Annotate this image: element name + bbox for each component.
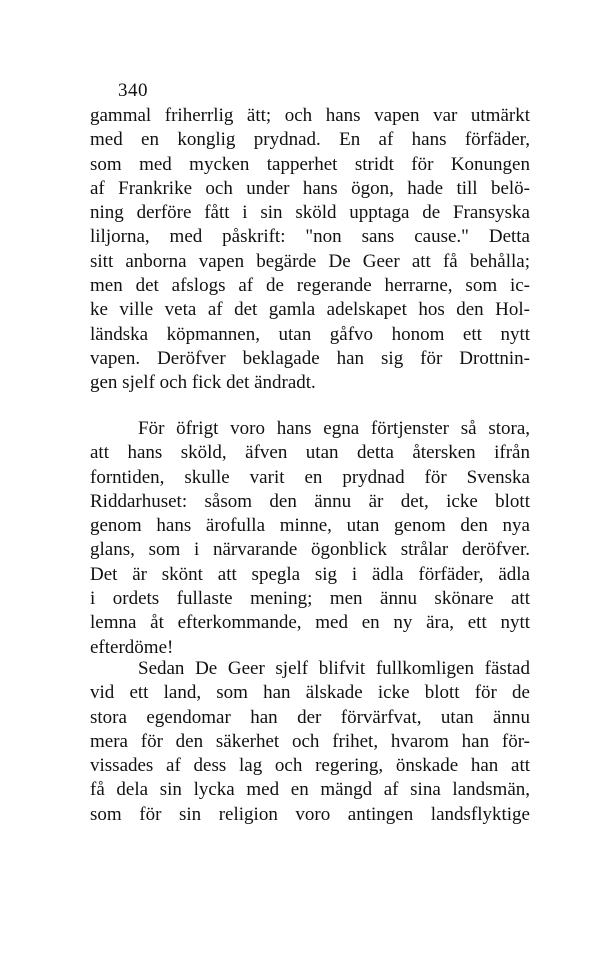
text-line: För öfrigt voro hans egna förtjenster så stora, (138, 418, 530, 439)
text-line: ke ville veta af det gamla adelskapet hos den Hol- (90, 299, 530, 321)
text-line: mera för den säkerhet och frihet, hvarom han för- (90, 730, 530, 752)
text-line: gammal friherrlig ätt; och hans vapen var utmärkt (90, 105, 530, 126)
text-line: af Frankrike och under hans ögon, hade till belö- (90, 177, 530, 199)
text-line: i ordets fullaste mening; men ännu skönare att (90, 588, 530, 610)
text-line: som med mycken tapperhet stridt för Konungen (90, 153, 530, 175)
text-line: få dela sin lycka med en mängd af sina landsmän, (90, 779, 530, 801)
text-line: liljorna, med påskrift: "non sans cause." Detta (90, 226, 530, 248)
text-line: genom hans ärofulla minne, utan genom den nya (90, 515, 530, 537)
text-line: sitt anborna vapen begärde De Geer att få behålla; (90, 250, 530, 272)
paragraph-3 (90, 657, 530, 827)
text-line: med en konglig prydnad. En af hans förfäder, (90, 129, 530, 151)
text-line: ländska köpmannen, utan gåfvo honom ett nytt (90, 323, 530, 345)
text-line: efterdöme! (90, 636, 174, 658)
paragraph-2 (90, 417, 530, 660)
text-line: att hans sköld, äfven utan detta återsken ifrån (90, 442, 530, 464)
text-line: forntiden, skulle varit en prydnad för Svenska (90, 466, 530, 488)
text-line: gen sjelf och fick det ändradt. (90, 372, 316, 394)
text-line: Det är skönt att spegla sig i ädla förfäder, ädla (90, 563, 530, 585)
text-line: stora egendomar han der förvärfvat, utan ännu (90, 706, 530, 728)
text-line: Sedan De Geer sjelf blifvit fullkomligen fästad (138, 658, 530, 679)
text-line: vid ett land, som han älskade icke blott för de (90, 682, 530, 704)
text-line: Riddarhuset: såsom den ännu är det, icke blott (90, 490, 530, 512)
page-number: 340 (118, 80, 148, 101)
text-line: ning derföre fått i sin sköld upptaga de Fransyska (90, 202, 530, 224)
text-line: som för sin religion voro antingen landsflyktige (90, 803, 530, 825)
text-line: glans, som i närvarande ögonblick strålar deröfver. (90, 539, 530, 561)
text-line: lemna åt efterkommande, med en ny ära, ett nytt (90, 612, 530, 634)
paragraph-1 (90, 104, 530, 396)
text-line: men det afslogs af de regerande herrarne, som ic- (90, 275, 530, 297)
text-line: vissades af dess lag och regering, önskade han att (90, 755, 530, 777)
text-line: vapen. Deröfver beklagade han sig för Drottnin- (90, 347, 530, 369)
